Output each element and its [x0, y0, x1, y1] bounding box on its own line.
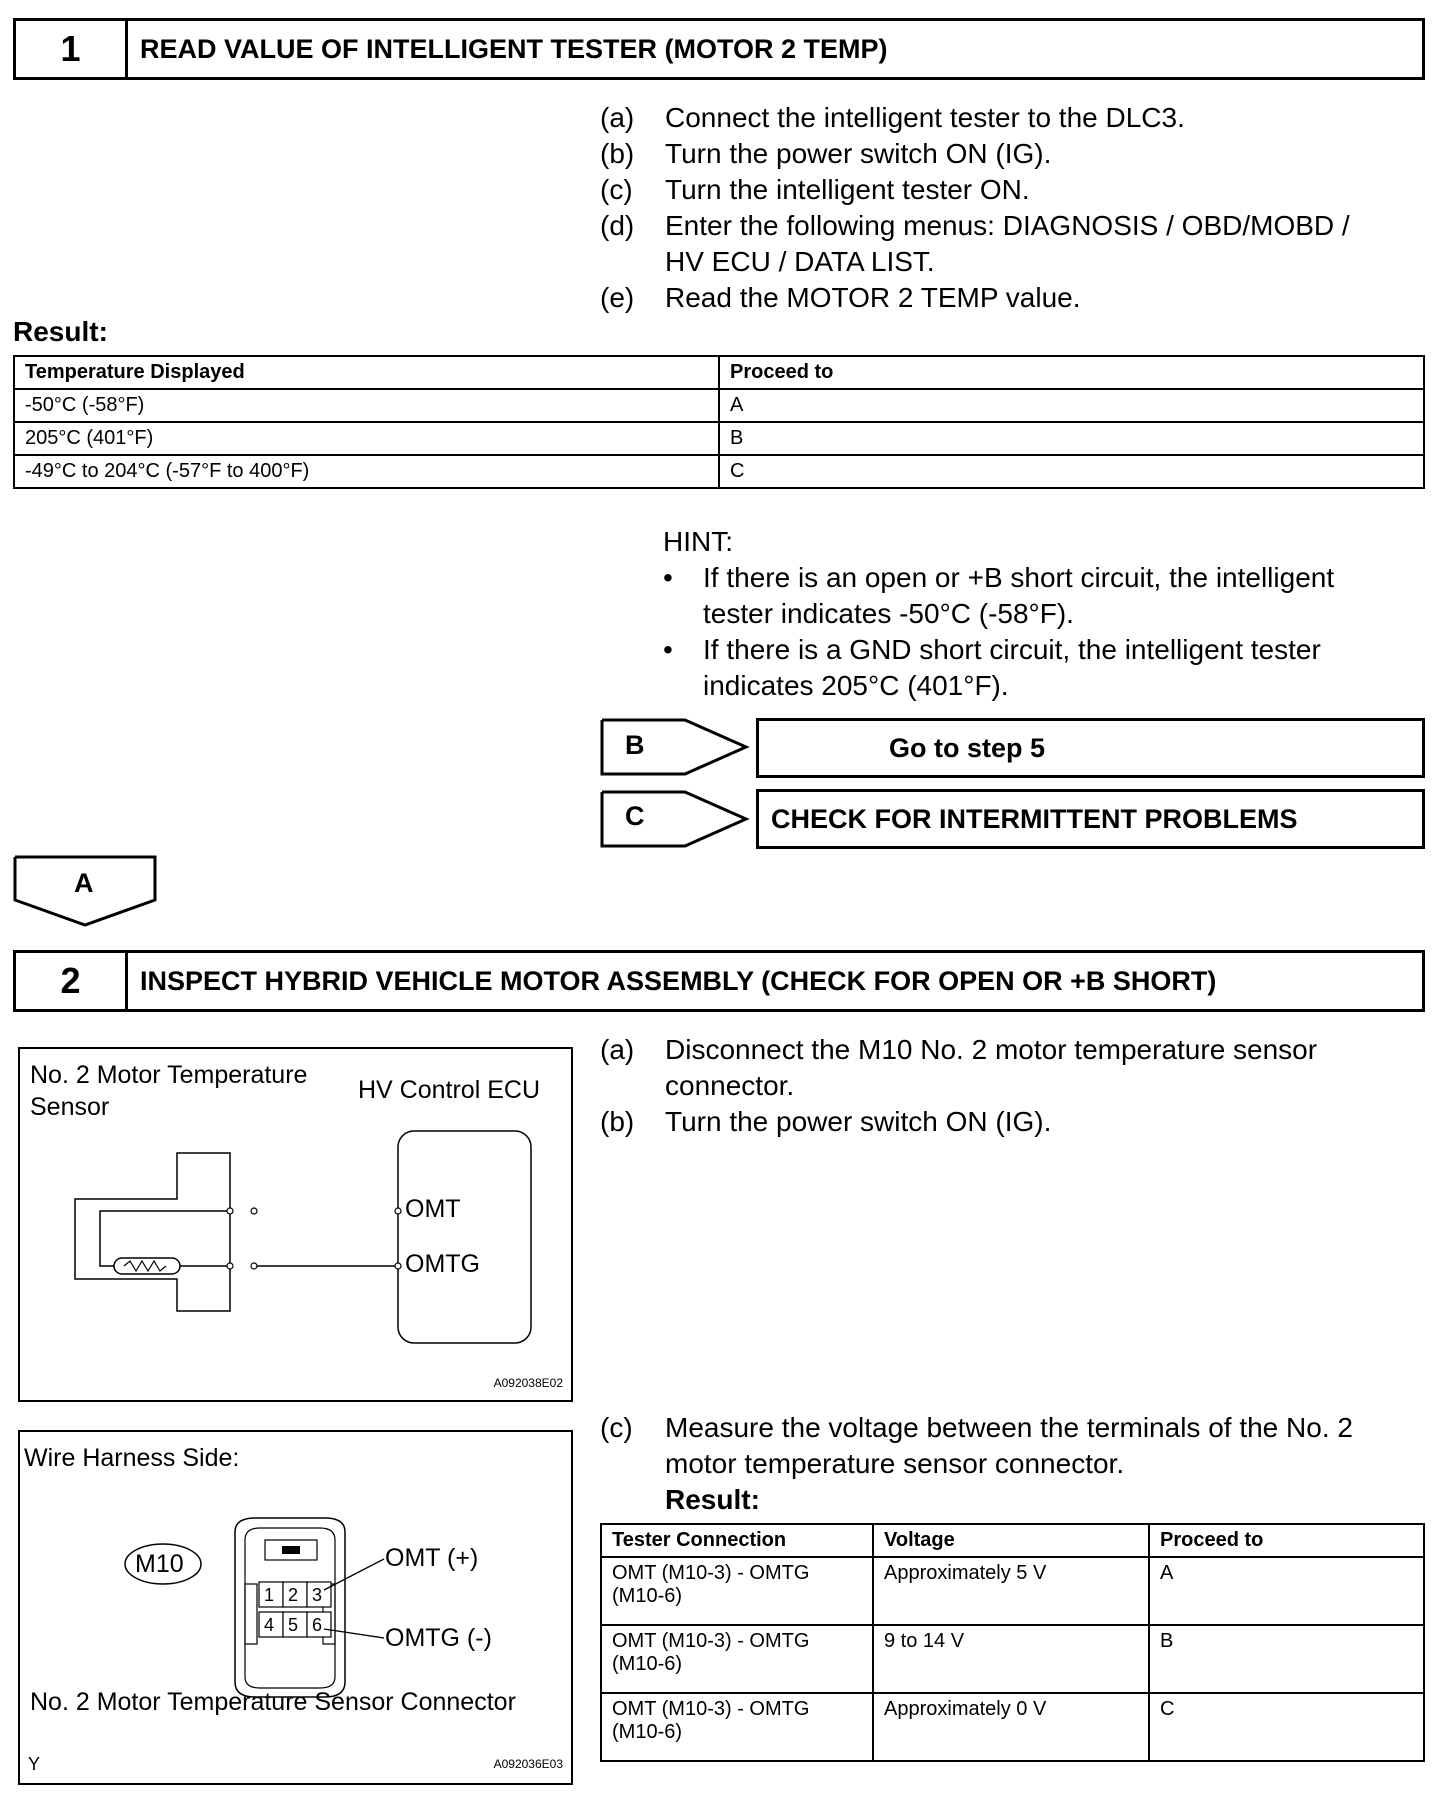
procedure-item: (b) Turn the power switch ON (IG).	[600, 138, 1052, 169]
table-row: -50°C (-58°F) A	[14, 389, 1424, 422]
ecu-box	[398, 1131, 531, 1343]
pin-omt-label: OMT	[405, 1195, 461, 1223]
pin-number: 5	[288, 1615, 299, 1635]
connector-id: M10	[135, 1550, 184, 1578]
omtg-pin-label: OMTG (-)	[385, 1624, 492, 1652]
table-header-row: Tester Connection Voltage Proceed to	[601, 1524, 1424, 1557]
ecu-label: HV Control ECU	[358, 1076, 540, 1104]
pin-number: 1	[264, 1585, 275, 1605]
hint-bullet: • If there is an open or +B short circuit, the intelligent tester indicates -50°C (-58°F).	[663, 562, 1335, 629]
check-intermittent-box: CHECK FOR INTERMITTENT PROBLEMS	[756, 789, 1425, 849]
branch-letter: B	[625, 730, 645, 760]
step-number: 1	[16, 21, 128, 77]
figure-title: Wire Harness Side:	[24, 1444, 240, 1472]
pin-number: 2	[288, 1585, 299, 1605]
procedure-item: (e) Read the MOTOR 2 TEMP value.	[600, 282, 1081, 313]
hint-block	[663, 524, 1334, 704]
connector-drawing	[20, 1432, 571, 1783]
branch-arrow-c	[600, 790, 750, 848]
table-row: OMT (M10-3) - OMTG (M10-6) 9 to 14 V B	[601, 1625, 1424, 1693]
table-row: 205°C (401°F) B	[14, 422, 1424, 455]
pin-number: 6	[312, 1615, 323, 1635]
table-row: OMT (M10-3) - OMTG (M10-6) Approximately 0 V C	[601, 1693, 1424, 1761]
table-row: -49°C to 204°C (-57°F to 400°F) C	[14, 455, 1424, 488]
omt-pin-label: OMT (+)	[385, 1544, 479, 1572]
result-label: Result:	[13, 316, 108, 347]
hint-title: HINT:	[663, 526, 733, 557]
connector-caption: No. 2 Motor Temperature Sensor Connector	[30, 1688, 516, 1716]
figure-code: A092036E03	[493, 1757, 563, 1771]
branch-arrow-b	[600, 718, 750, 776]
pin-omtg-label: OMTG	[405, 1250, 480, 1278]
circuit-drawing	[20, 1049, 571, 1400]
voltage-table	[600, 1523, 1425, 1762]
result-table	[13, 355, 1425, 489]
connector-diagram	[18, 1430, 573, 1785]
thermistor-icon	[114, 1258, 180, 1274]
hint-bullet: • If there is a GND short circuit, the intelligent tester indicates 205°C (401°F).	[663, 634, 1321, 701]
step-1-header	[13, 18, 1425, 80]
result-label: Result:	[665, 1484, 760, 1515]
corner-mark: Y	[28, 1754, 41, 1774]
procedure-item: (a) Disconnect the M10 No. 2 motor temperature sensor connector.	[600, 1034, 1318, 1101]
figure-code: A092038E02	[493, 1376, 563, 1390]
step-2-procedure	[600, 1032, 1317, 1140]
table-header-row: Temperature Displayed Proceed to	[14, 356, 1424, 389]
branch-letter: C	[625, 801, 645, 831]
procedure-item: (b) Turn the power switch ON (IG).	[600, 1106, 1052, 1137]
go-to-step-5-box: Go to step 5	[756, 718, 1425, 778]
continue-letter: A	[74, 868, 94, 898]
step-title: INSPECT HYBRID VEHICLE MOTOR ASSEMBLY (CHECK FOR OPEN OR +B SHORT)	[140, 965, 1217, 996]
pin-number: 3	[312, 1585, 323, 1605]
table-row: OMT (M10-3) - OMTG (M10-6) Approximately 5 V A	[601, 1557, 1424, 1625]
step-number: 2	[16, 953, 128, 1009]
circuit-diagram	[18, 1047, 573, 1402]
procedure-item: (a) Connect the intelligent tester to the DLC3.	[600, 102, 1185, 133]
pin-number: 4	[264, 1615, 275, 1635]
sensor-label: No. 2 Motor Temperature Sensor	[30, 1061, 308, 1121]
step-2-header	[13, 950, 1425, 1012]
step-1-procedure	[600, 100, 1350, 316]
step-title: READ VALUE OF INTELLIGENT TESTER (MOTOR 2 TEMP)	[140, 33, 888, 64]
procedure-item-c: (c) Measure the voltage between the terminals of the No. 2 motor temperature sensor connector. Result:	[600, 1412, 1353, 1515]
procedure-item: (c) Turn the intelligent tester ON.	[600, 174, 1030, 205]
procedure-item: (d) Enter the following menus: DIAGNOSIS / OBD/MOBD / HV ECU / DATA LIST.	[600, 210, 1350, 277]
